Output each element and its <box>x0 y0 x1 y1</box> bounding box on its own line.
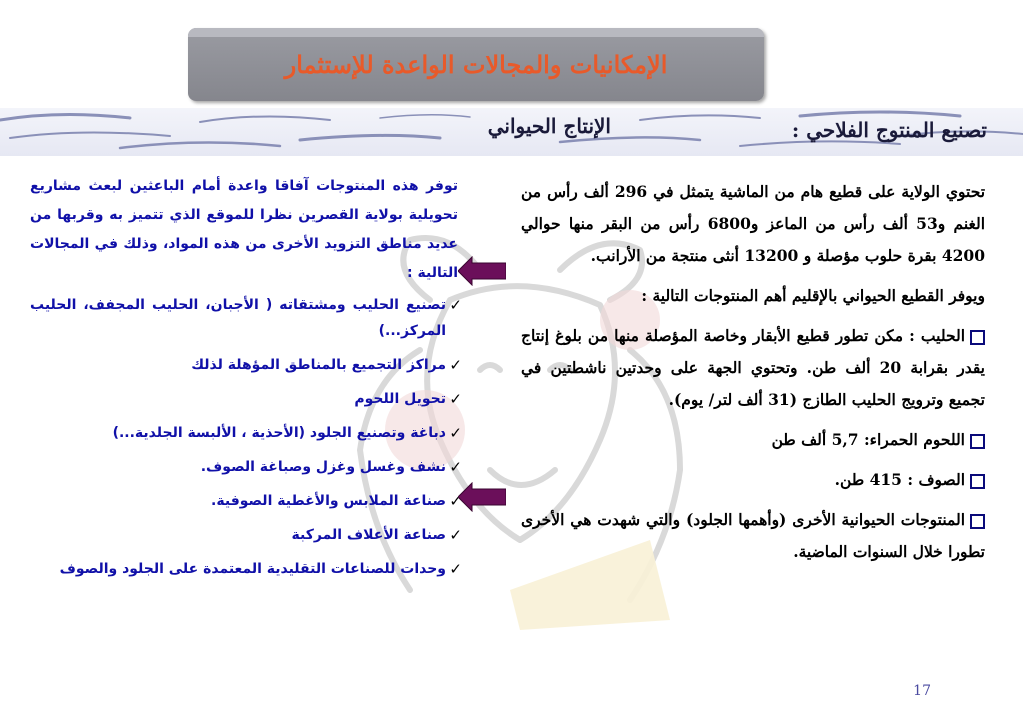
list-item-text: صناعة الأعلاف المركبة <box>291 527 446 543</box>
livestock-paragraph: تحتوي الولاية على قطيع هام من الماشية يتمثل في 296 ألف رأس من الغنم و53 ألف رأس من الماعز و6800 رأس من البقر منها حوالي 4200 بقرة حلوب مؤصلة و 13200 أنثى منتجة من الأرانب. <box>521 182 986 265</box>
list-item-text: تصنيع الحليب ومشتقاته ( الأجبان، الحليب المجفف، الحليب المركز...) <box>30 297 446 339</box>
checkbox-bullet-icon <box>970 330 985 345</box>
checkmark-icon: ✓ <box>449 458 462 476</box>
list-item <box>30 292 462 344</box>
arrow-left-icon <box>458 482 506 512</box>
checkmark-icon: ✓ <box>449 356 462 374</box>
bullet-wool-text: الصوف : 415 طن. <box>834 470 965 489</box>
checkmark-icon: ✓ <box>449 492 462 510</box>
left-column <box>30 172 462 590</box>
list-item-text: وحدات للصناعات التقليدية المعتمدة على الجلود والصوف <box>59 561 446 577</box>
bullet-other-products <box>521 504 985 568</box>
list-item <box>30 420 462 446</box>
bullet-other-products-text: المنتوجات الحيوانية الأخرى (وأهمها الجلود) والتي شهدت هي الأخرى تطورا خلال السنوات الماضية. <box>521 510 985 561</box>
checkbox-bullet-icon <box>970 474 985 489</box>
slide-title: الإمكانيات والمجالات الواعدة للإستثمار <box>284 50 668 79</box>
list-item <box>30 352 462 378</box>
list-item-text: تحويل اللحوم <box>354 391 446 407</box>
title-banner-highlight <box>188 28 764 37</box>
list-item <box>30 386 462 412</box>
list-item-text: صناعة الملابس والأغطية الصوفية. <box>211 493 446 509</box>
checkmark-icon: ✓ <box>449 560 462 578</box>
left-intro: توفر هذه المنتوجات آفاقا واعدة أمام الباعثين لبعث مشاريع تحويلية بولاية القصرين نظرا للموقع الذي تتميز به وقربها من عديد مناطق التزويد الأخرى من هذه المواد، وذلك في المجالات التالية : <box>30 178 458 281</box>
subtitle-animal-production: الإنتاج الحيواني <box>487 114 611 138</box>
bullet-milk <box>521 320 985 416</box>
right-column <box>521 176 985 576</box>
list-item-text: نشف وغسل وغزل وصباغة الصوف. <box>200 459 446 475</box>
bullet-milk-text: الحليب : مكن تطور قطيع الأبقار وخاصة المؤصلة منها من بلوغ إنتاج يقدر بقرابة 20 ألف طن. وتحتوي الجهة على وحدتين ناشطتين في تجميع وترويج الحليب الطازج (31 ألف لتر/ يوم). <box>521 326 985 409</box>
bullet-wool <box>521 464 985 496</box>
bullet-red-meat-text: اللحوم الحمراء: 5,7 ألف طن <box>771 430 965 449</box>
checkmark-icon: ✓ <box>449 390 462 408</box>
list-item-text: دباغة وتصنيع الجلود (الأحذية ، الألبسة الجلدية...) <box>112 425 446 441</box>
checkbox-bullet-icon <box>970 434 985 449</box>
checkbox-bullet-icon <box>970 514 985 529</box>
arrow-left-icon <box>458 256 506 286</box>
subtitle-agri-processing: تصنيع المنتوج الفلاحي : <box>791 118 987 142</box>
checkmark-icon: ✓ <box>449 424 462 442</box>
checkmark-icon: ✓ <box>449 526 462 544</box>
products-intro: ويوفر القطيع الحيواني بالإقليم أهم المنتوجات التالية : <box>641 286 985 305</box>
title-banner <box>188 28 764 101</box>
list-item-text: مراكز التجميع بالمناطق المؤهلة لذلك <box>191 357 446 373</box>
checkmark-icon: ✓ <box>449 296 462 314</box>
list-item <box>30 454 462 480</box>
page-number: 17 <box>913 683 931 699</box>
list-item <box>30 556 462 582</box>
list-item <box>30 488 462 514</box>
bullet-red-meat <box>521 424 985 456</box>
list-item <box>30 522 462 548</box>
